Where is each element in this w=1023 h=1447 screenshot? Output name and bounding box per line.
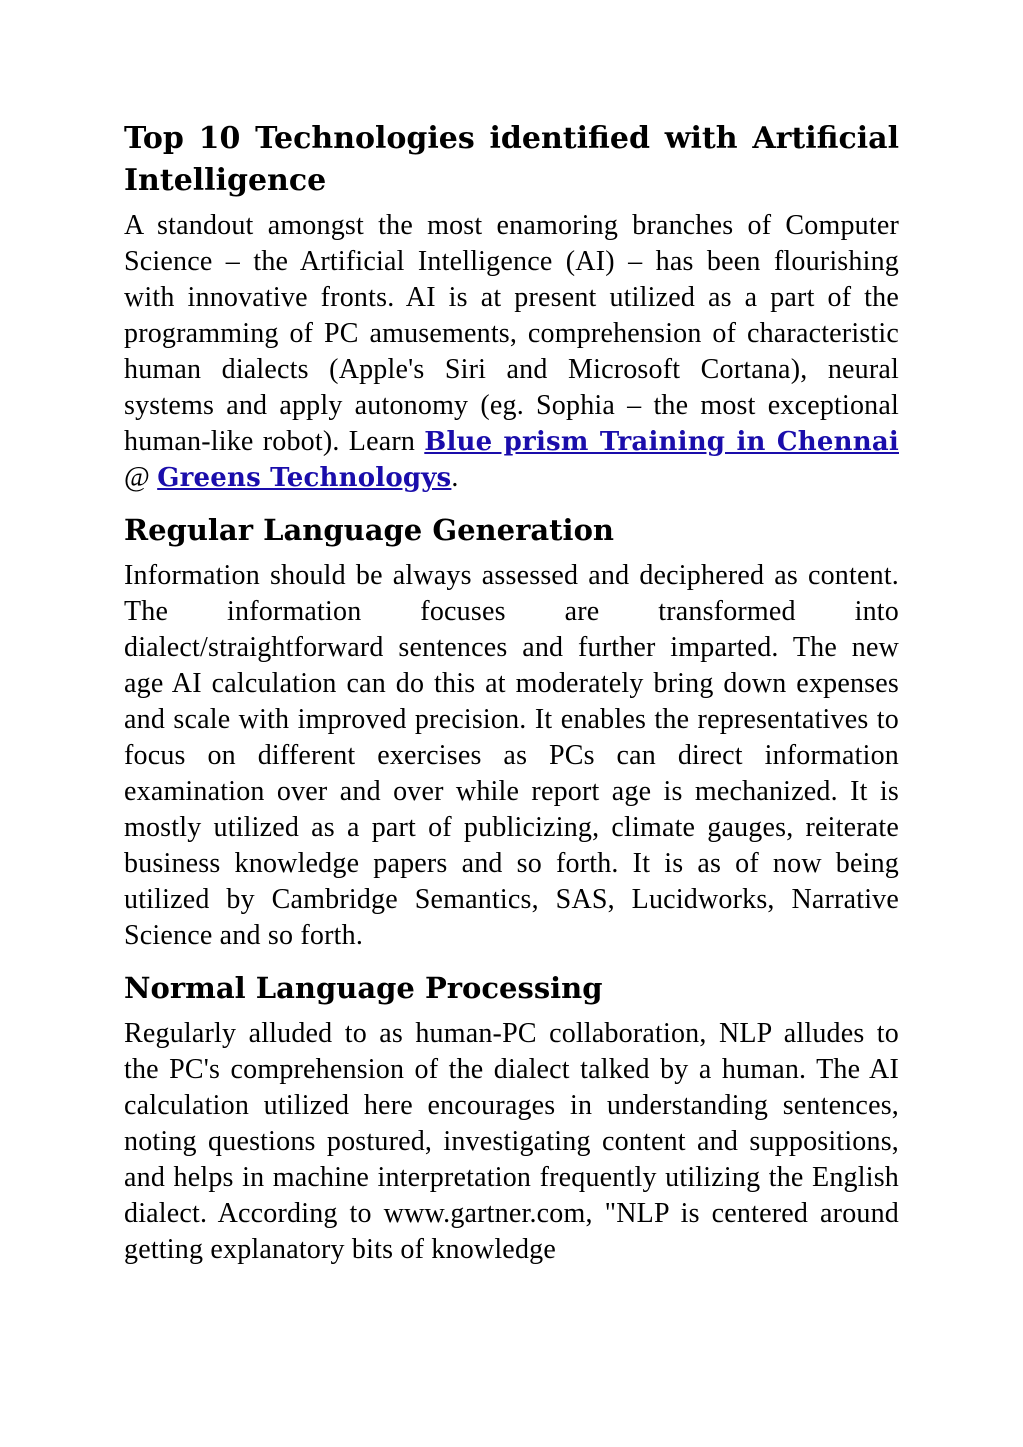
document-page	[124, 118, 899, 1268]
intro-separator: @	[124, 462, 158, 493]
intro-period: .	[451, 462, 459, 493]
section-body-language-processing: Regularly alluded to as human-PC collaboration, NLP alludes to the PC's comprehension of the dialect talked by a human. The AI calculation utilized here encourages in understanding sentences, noting questions postured, investigating content and suppositions, and helps in machine interpretation frequently utilizing the English dialect. According to www.gartner.com, "NLP is centered around getting explanatory bits of knowledge	[124, 1018, 899, 1265]
section-body-language-generation: Information should be always assessed and deciphered as content. The information focuses are transformed into dialect/straightforward sentences and further imparted. The new age AI calculation can do this at moderately bring down expenses and scale with improved precision. It enables the representatives to focus on different exercises as PCs can direct information examination over and over while report age is mechanized. It is mostly utilized as a part of publicizing, climate gauges, reiterate business knowledge papers and so forth. It is as of now being utilized by Cambridge Semantics, SAS, Lucidworks, Narrative Science and so forth.	[124, 560, 899, 951]
section-heading-language-generation: Regular Language Generation	[124, 513, 614, 547]
greens-technologys-link[interactable]: Greens Technologys	[157, 463, 452, 493]
section-heading-language-processing: Normal Language Processing	[124, 971, 603, 1005]
intro-text: A standout amongst the most enamoring branches of Computer Science – the Artificial Intelligence (AI) – has been flourishing with innovative fronts. AI is at present utilized as a part of the programming of PC amusements, comprehension of characteristic human dialects (Apple's Siri and Microsoft Cortana), neural systems and apply autonomy (eg. Sophia – the most exceptional human-like robot). Learn	[124, 210, 899, 457]
document-title: Top 10 Technologies identified with Artificial Intelligence	[124, 121, 899, 198]
blue-prism-training-link[interactable]: Blue prism Training in Chennai	[424, 427, 899, 457]
intro-paragraph	[124, 208, 899, 496]
